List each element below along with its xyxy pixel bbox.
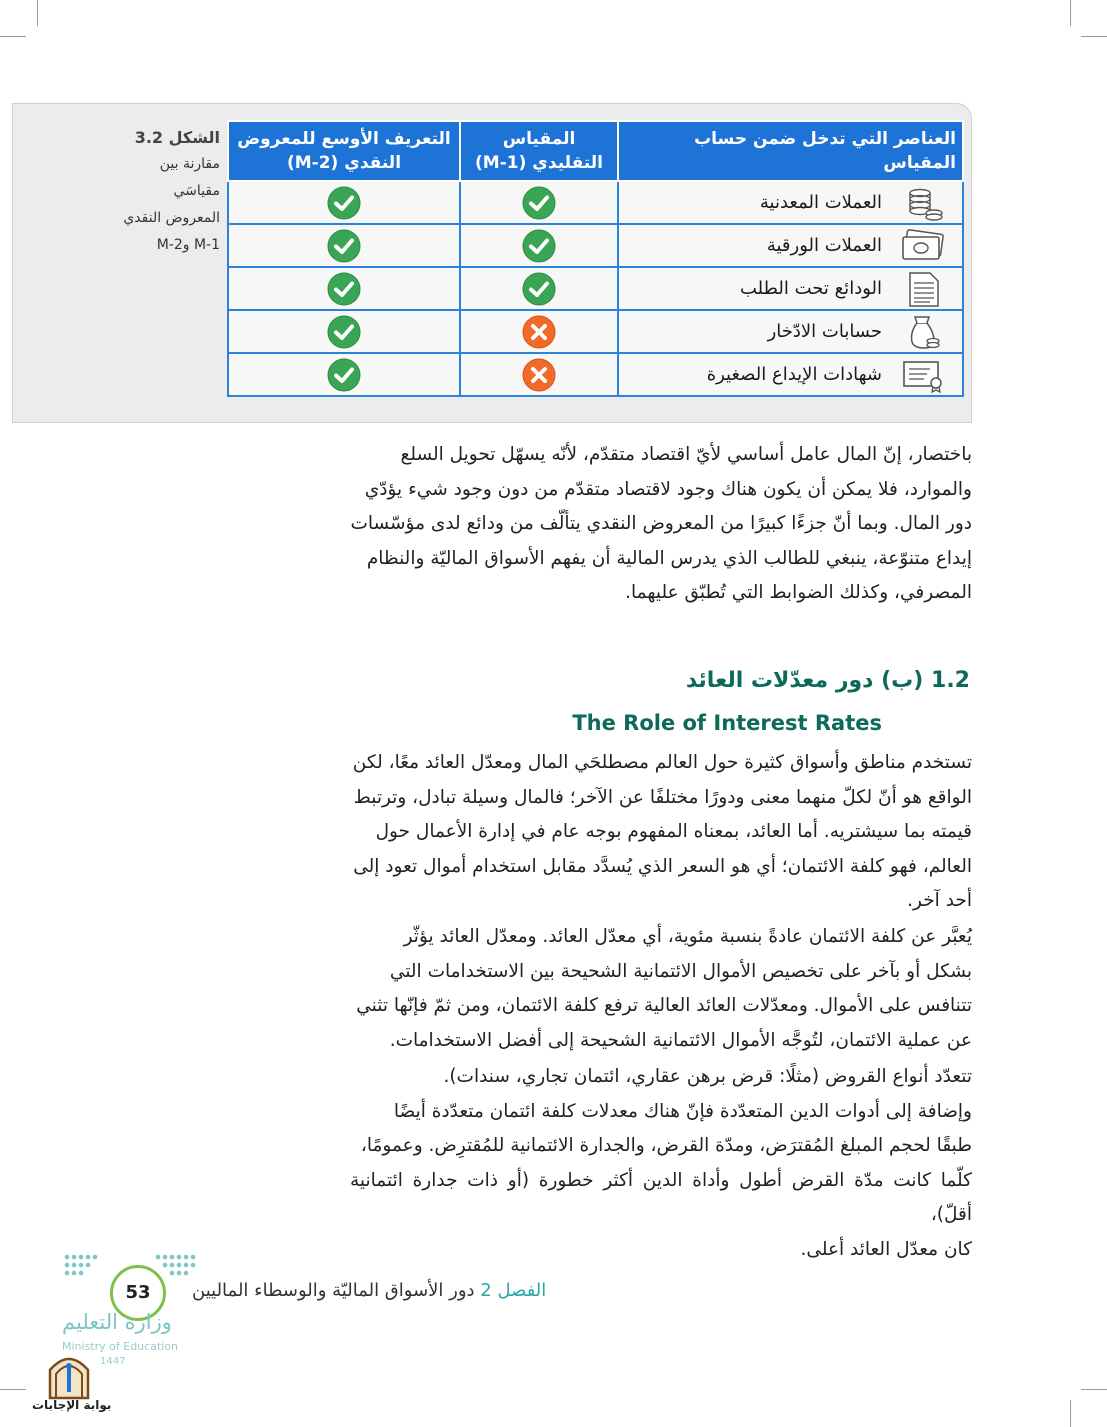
row-item-cell	[618, 267, 963, 310]
comparison-table	[227, 120, 964, 397]
row-item-cell	[618, 353, 963, 396]
crop-mark	[37, 0, 38, 26]
m2-cell	[228, 310, 460, 353]
row-item-label: شهادات الإيداع الصغيرة	[706, 364, 882, 385]
page-number: 53	[110, 1265, 166, 1321]
text-line: العالم، فهو كلفة الائتمان؛ أي هو السعر الذي يُسدَّد مقابل استخدام أموال تعود إلى	[353, 855, 972, 877]
check-icon	[326, 314, 362, 350]
cross-icon	[521, 357, 557, 393]
table-row	[228, 224, 963, 267]
row-item-label: الودائع تحت الطلب	[739, 278, 882, 299]
row-item-label: حسابات الادّخار	[767, 321, 882, 342]
header-m1: المقياس التقليدي (M-1)	[460, 121, 618, 181]
table-row	[228, 353, 963, 396]
chapter-footer	[192, 1280, 546, 1301]
figure-caption-line: مقياسَي	[173, 183, 220, 199]
text-line: باختصار، إنّ المال عامل أساسي لأيّ اقتصاد متقدّم، لأنّه يسهّل تحويل السلع	[400, 444, 972, 465]
check-icon	[326, 228, 362, 264]
row-item-label: العملات المعدنية	[759, 192, 882, 213]
money-bag-icon	[900, 314, 946, 350]
text-line: كلّما كانت مدّة القرض أطول وأداة الدين أكثر خطورة (أو ذات جدارة ائتمانية أقلّ)،	[350, 1169, 972, 1225]
ministry-name-ar: وزارة التعليم	[62, 1310, 172, 1334]
header-items: العناصر التي تدخل ضمن حساب المقياس	[618, 121, 963, 181]
chapter-label: الفصل 2	[480, 1280, 547, 1301]
m2-cell	[228, 267, 460, 310]
text-line: الواقع هو أنّ لكلّ منهما معنى ودورًا مختلفًا عن الآخر؛ فالمال وسيلة تبادل، وترتبط	[353, 786, 972, 808]
crop-mark	[1070, 1400, 1071, 1427]
figure-caption	[95, 124, 220, 259]
text-line: أحد آخر.	[907, 890, 972, 911]
text-line: المصرفي، وكذلك الضوابط التي تُطبّق عليهما.	[625, 582, 972, 603]
crop-mark	[0, 1389, 26, 1390]
header-m2: التعريف الأوسع للمعروض النقدي (M-2)	[228, 121, 460, 181]
check-icon	[326, 357, 362, 393]
check-icon	[521, 228, 557, 264]
crop-mark	[1081, 36, 1107, 37]
check-icon	[326, 271, 362, 307]
crop-mark	[1081, 1389, 1107, 1390]
row-item-label: العملات الورقية	[766, 235, 882, 256]
m2-cell	[228, 181, 460, 224]
paragraph-2	[350, 920, 972, 1058]
m1-cell	[460, 181, 618, 224]
section-title-en: The Role of Interest Rates	[572, 711, 882, 735]
cross-icon	[521, 314, 557, 350]
m1-cell	[460, 353, 618, 396]
crop-mark	[1070, 0, 1071, 26]
text-line: بشكل أو بآخر على تخصيص الأموال الائتمانية الشحيحة بين الاستخدامات التي	[389, 960, 972, 982]
figure-caption-line: المعروض النقدي	[123, 210, 220, 226]
paragraph-1	[350, 746, 972, 919]
m2-cell	[228, 353, 460, 396]
certificate-icon	[900, 357, 946, 393]
row-item-cell	[618, 181, 963, 224]
section-number: 1.2	[931, 668, 970, 693]
text-line: عن عملية الائتمان، لتُوجَّه الأموال الائتمانية الشحيحة إلى أفضل الاستخدامات.	[389, 1029, 972, 1051]
text-line: وإضافة إلى أدوات الدين المتعدّدة فإنّ هناك معدلات كلفة ائتمان متعدّدة أيضًا	[393, 1100, 972, 1122]
ministry-year: 1447	[100, 1356, 126, 1367]
text-line: إيداع متنوّعة، ينبغي للطالب الذي يدرس المالية أن يفهم الأسواق الماليّة والنظام	[366, 547, 972, 569]
check-icon	[521, 185, 557, 221]
text-line: يُعبَّر عن كلفة الائتمان عادةً بنسبة مئوية، أي معدّل العائد. ومعدّل العائد يؤثّر	[403, 926, 972, 947]
row-item-cell	[618, 224, 963, 267]
m1-cell	[460, 310, 618, 353]
m1-cell	[460, 267, 618, 310]
text-line: تستخدم مناطق وأسواق كثيرة حول العالم مصطلحَي المال ومعدّل العائد معًا، لكن	[352, 752, 972, 773]
portal-logo-icon	[46, 1350, 92, 1400]
table-row	[228, 267, 963, 310]
intro-paragraph	[350, 438, 972, 611]
check-icon	[521, 271, 557, 307]
chapter-title: دور الأسواق الماليّة والوسطاء الماليين	[192, 1280, 475, 1301]
text-line: دور المال. وبما أنّ جزءًا كبيرًا من المعروض النقدي يتألّف من ودائع لدى مؤسّسات	[350, 513, 972, 534]
table-row	[228, 310, 963, 353]
m2-cell	[228, 224, 460, 267]
check-icon	[326, 185, 362, 221]
text-line: قيمته بما سيشتريه. أما العائد، بمعناه المفهوم بوجه عام في إدارة الأعمال حول	[375, 821, 972, 842]
crop-mark	[0, 36, 26, 37]
banknotes-icon	[900, 228, 946, 264]
text-line: والموارد، فلا يمكن أن يكون هناك وجود لاقتصاد متقدّم من دون وجود شيء يؤدّي	[364, 478, 972, 500]
figure-caption-line: مقارنة بين	[159, 156, 220, 172]
portal-name: بوابة الإجابات	[32, 1398, 112, 1412]
row-item-cell	[618, 310, 963, 353]
m1-cell	[460, 224, 618, 267]
paragraph-3	[350, 1060, 972, 1267]
section-title-ar: (ب) دور معدّلات العائد	[685, 668, 924, 693]
text-line: طبقًا لحجم المبلغ المُقترَض، ومدّة القرض، والجدارة الائتمانية للمُقترِض. وعمومًا،	[360, 1135, 972, 1156]
text-line: تتنافس على الأموال. ومعدّلات العائد العالية ترفع كلفة الائتمان، ومن ثمّ فإنّها تثني	[356, 995, 972, 1016]
figure-caption-title: الشكل 3.2	[134, 128, 220, 147]
section-heading	[686, 668, 970, 693]
text-line: تتعدّد أنواع القروض (مثلًا: قرض برهن عقاري، ائتمان تجاري، سندات).	[443, 1066, 972, 1087]
document-icon	[900, 271, 946, 307]
figure-caption-line: M-1 وM-2	[156, 237, 220, 253]
table-row	[228, 181, 963, 224]
text-line: كان معدّل العائد أعلى.	[800, 1238, 972, 1260]
coins-icon	[900, 185, 946, 221]
ministry-name-en: Ministry of Education	[62, 1340, 179, 1353]
